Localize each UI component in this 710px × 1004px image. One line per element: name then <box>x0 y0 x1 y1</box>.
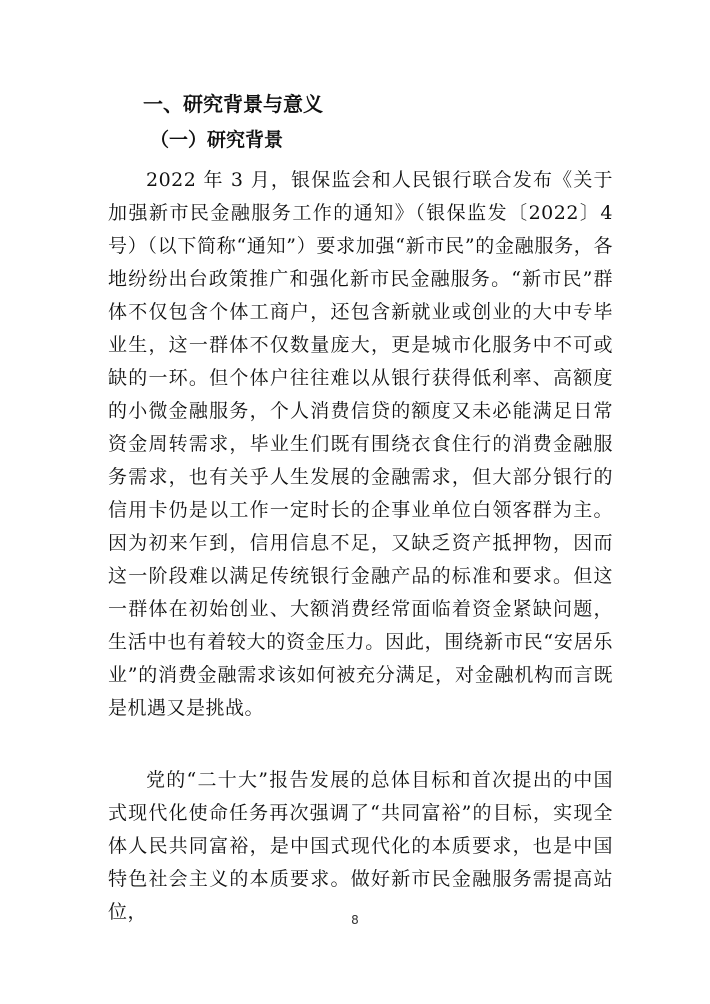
section-title: 一、研究背景与意义 <box>143 92 323 116</box>
page-number: 8 <box>351 913 359 927</box>
body-paragraph: 2022 年 3 月，银保监会和人民银行联合发布《关于加强新市民金融服务工作的通知》（银保监发〔2022〕4 号）（以下简称“通知”）要求加强“新市民”的金融服务，各地纷纷出台政策推广和强化新市民金融服务。“新市民”群体不仅包含个体工商户，还包含新就业或创业的大中专毕业生，这一群体不仅数量庞大，更是城市化服务中不可或缺的一环。但个体户往往难以从银行获得低利率、高额度的小微金融服务，个人消费信贷的额度又未必能满足日常资金周转需求，毕业生们既有围绕衣食住行的消费金融服务需求，也有关乎人生发展的金融需求，但大部分银行的信用卡仍是以工作一定时长的企事业单位白领客群为主。因为初来乍到，信用信息不足，又缺乏资产抵押物，因而这一阶段难以满足传统银行金融产品的标准和要求。但这一群体在初始创业、大额消费经常面临着资金紧缺问题，生活中也有着较大的资金压力。因此，围绕新市民“安居乐业”的消费金融需求该如何被充分满足，对金融机构而言既是机遇又是挑战。 <box>108 169 613 719</box>
body-paragraph: 党的“二十大”报告发展的总体目标和首次提出的中国式现代化使命任务再次强调了“共同富裕”的目标，实现全体人民共同富裕，是中国式现代化的本质要求，也是中国特色社会主义的本质要求。做好新市民金融服务需提高站位， <box>108 769 613 923</box>
subsection-title: （一）研究背景 <box>150 129 284 151</box>
